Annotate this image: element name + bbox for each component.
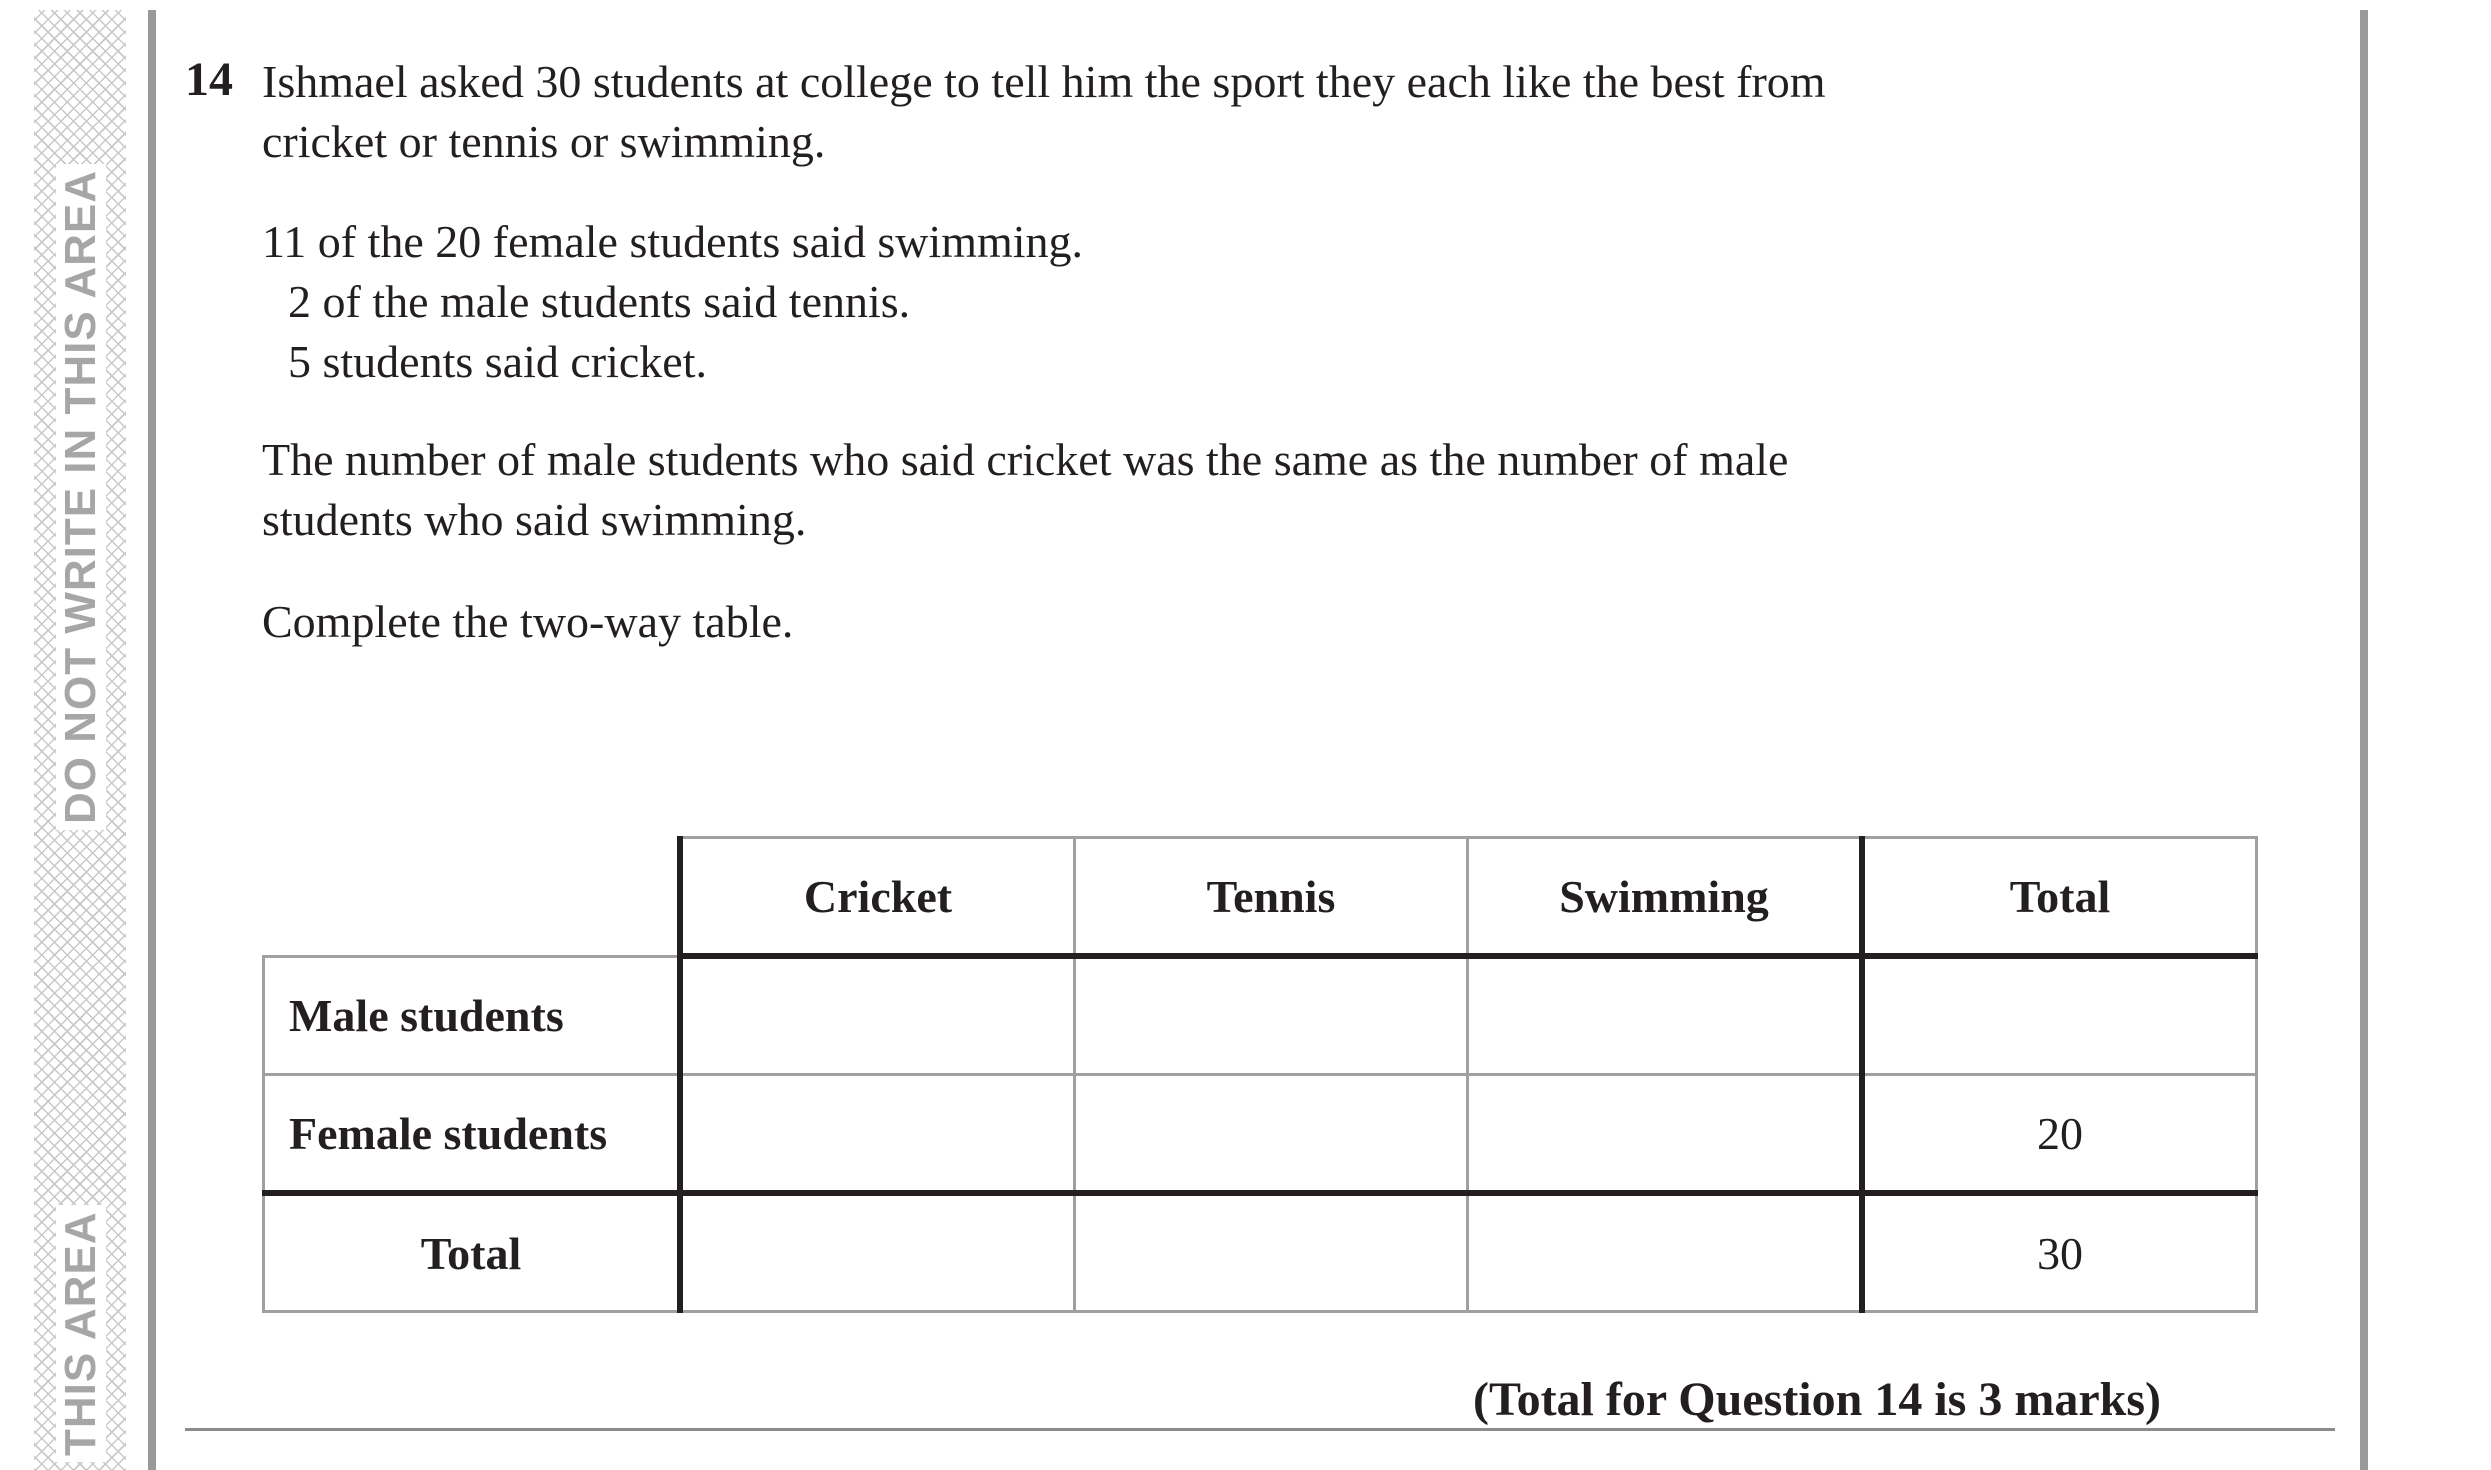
two-way-table: [262, 836, 2258, 1313]
cell-female-swimming[interactable]: [1468, 1075, 1863, 1194]
margin-warning-text: DO NOT WRITE IN THIS AREA: [56, 164, 106, 830]
total-marks-label: (Total for Question 14 is 3 marks): [1472, 1373, 2161, 1426]
row-label-female: Female students: [264, 1075, 681, 1194]
question-condition: [262, 430, 1788, 550]
cell-male-total[interactable]: [1862, 956, 2257, 1075]
condition-line-2: students who said swimming.: [262, 494, 807, 545]
intro-line-1: Ishmael asked 30 students at college to tell him the sport they each like the best from: [262, 56, 1826, 107]
question-instruction: Complete the two-way table.: [262, 596, 794, 647]
column-header-total: Total: [1862, 838, 2257, 957]
table-row-female: [264, 1075, 2257, 1194]
cell-male-swimming[interactable]: [1468, 956, 1863, 1075]
column-header-cricket: Cricket: [680, 838, 1075, 957]
fact-2: 2 of the male students said tennis.: [288, 276, 911, 327]
row-label-male: Male students: [264, 956, 681, 1075]
table-header-row: [264, 838, 2257, 957]
bottom-rule: [185, 1428, 2335, 1431]
row-label-total: Total: [264, 1193, 681, 1312]
cell-female-total: 20: [1862, 1075, 2257, 1194]
right-border-rule: [2360, 10, 2368, 1470]
cell-male-tennis[interactable]: [1075, 956, 1468, 1075]
cell-total-cricket[interactable]: [680, 1193, 1075, 1312]
fact-1: 11 of the 20 female students said swimming.: [262, 216, 1084, 267]
condition-line-1: The number of male students who said cricket was the same as the number of male: [262, 434, 1789, 485]
question-facts: [262, 212, 1083, 392]
question-intro: [262, 52, 1826, 172]
margin-warning-text-bottom: THIS AREA: [56, 1206, 106, 1463]
cell-male-cricket[interactable]: [680, 956, 1075, 1075]
cell-total-swimming[interactable]: [1468, 1193, 1863, 1312]
table-corner: [264, 838, 681, 957]
cell-total-total: 30: [1862, 1193, 2257, 1312]
intro-line-2: cricket or tennis or swimming.: [262, 116, 826, 167]
column-header-swimming: Swimming: [1468, 838, 1863, 957]
cell-female-cricket[interactable]: [680, 1075, 1075, 1194]
question-number: 14: [185, 53, 233, 106]
left-border-rule: [148, 10, 156, 1470]
fact-3: 5 students said cricket.: [288, 336, 708, 387]
table-row-total: [264, 1193, 2257, 1312]
table-row-male: [264, 956, 2257, 1075]
cell-female-tennis[interactable]: [1075, 1075, 1468, 1194]
cell-total-tennis[interactable]: [1075, 1193, 1468, 1312]
column-header-tennis: Tennis: [1075, 838, 1468, 957]
